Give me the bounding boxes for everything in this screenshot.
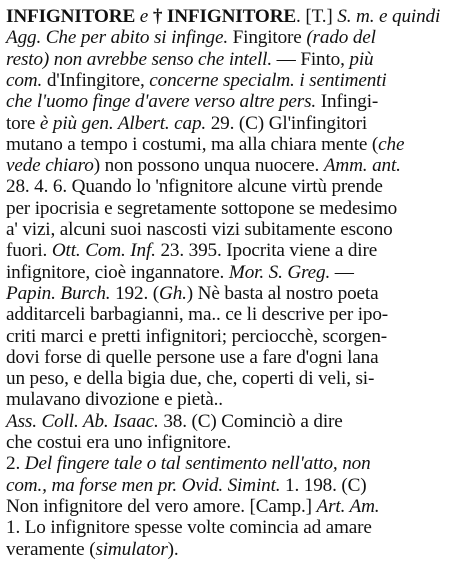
entry-text: 192. ( xyxy=(115,282,159,304)
italic-text: è più gen. Albert. cap. xyxy=(39,112,211,134)
italic-text: Ott. Com. Inf. xyxy=(51,240,161,262)
headword: † INFIGNITORE xyxy=(152,6,297,27)
entry-text: ) non possono unqua nuocere. xyxy=(93,155,324,177)
entry-text: criti marci e pretti infignitori; perciocchè, scorgen- xyxy=(6,325,387,347)
entry-text: a' vizi, alcuni suoi nascosti vizi subitamente escono xyxy=(6,219,393,240)
headword: INFIGNITORE xyxy=(6,6,136,27)
italic-text: più xyxy=(349,48,374,70)
entry-text: dovi forse di quelle persone use a fare d'ogni lana xyxy=(6,346,379,368)
entry-text: mutano a tempo i costumi, ma alla chiara mente ( xyxy=(6,133,379,155)
entry-text: d'Infingitore, xyxy=(46,69,150,91)
entry-text: 1. 198. (C) xyxy=(285,474,367,496)
entry-text: mulavano divozione e pietà.. xyxy=(6,389,223,411)
italic-text: com. xyxy=(6,69,47,91)
italic-text: Mor. S. Greg. xyxy=(228,261,335,283)
italic-text: resto) non avrebbe senso che intell. xyxy=(6,48,277,70)
italic-text: S. m. e quindi xyxy=(337,6,441,27)
entry-text: 23. 395. Ipocrita viene a dire xyxy=(160,240,378,262)
italic-text: Agg. Che per abito si infinge. xyxy=(6,27,233,49)
entry-text: ). xyxy=(167,538,179,560)
italic-text: che xyxy=(378,133,405,155)
entry-text: fuori. xyxy=(6,240,52,262)
entry-text: ) Nè basta al nostro poeta xyxy=(186,282,379,304)
entry-text: 29. (C) Gl'infingitori xyxy=(210,112,368,134)
italic-text: Art. Am. xyxy=(316,495,380,517)
italic-text: concerne specialm. i sentimenti xyxy=(149,69,387,91)
entry-text: 38. (C) Cominciò a dire xyxy=(163,410,343,432)
entry-text: — Finto, xyxy=(276,48,350,70)
entry-text: per ipocrisia e segretamente sottopone se medesimo xyxy=(6,197,398,219)
entry-text: veramente ( xyxy=(6,538,96,560)
entry-text: 1. Lo infignitore spesse volte comincia ad amare xyxy=(6,517,372,539)
italic-text: Papin. Burch. xyxy=(6,282,116,304)
italic-text: Del fingere tale o tal sentimento nell'atto, non xyxy=(24,453,371,475)
entry-text: — xyxy=(334,261,354,283)
italic-text: e xyxy=(135,6,153,27)
italic-text: Gh. xyxy=(158,282,187,304)
italic-text: vede chiaro xyxy=(6,155,94,177)
entry-text: Infingi- xyxy=(320,91,379,113)
entry-text: 2. xyxy=(6,453,25,475)
entry-text: un peso, e della bigia due, che, coperti di veli, si- xyxy=(6,368,375,390)
entry-text: che costui era uno infignitore. xyxy=(6,432,231,453)
italic-text: simulator xyxy=(95,538,168,560)
italic-text: Amm. ant. xyxy=(323,155,401,177)
entry-text: . [T.] xyxy=(296,6,338,27)
italic-text: (rado del xyxy=(306,27,376,49)
entry-text: tore xyxy=(6,112,40,134)
entry-text: additarceli barbagianni, ma.. ce li descrive per ipo- xyxy=(6,304,389,326)
italic-text: Ass. Coll. Ab. Isaac. xyxy=(6,410,164,432)
entry-line xyxy=(6,538,179,562)
entry-text: Fingitore xyxy=(232,27,307,49)
entry-text: 28. 4. 6. Quando lo 'nfignitore alcune virtù prende xyxy=(6,176,383,198)
italic-text: com., ma forse men pr. Ovid. Simint. xyxy=(6,474,286,496)
entry-text: Non infignitore del vero amore. [Camp.] xyxy=(6,495,317,517)
entry-text: infignitore, cioè ingannatore. xyxy=(6,261,229,283)
italic-text: che l'uomo finge d'avere verso altre pers. xyxy=(6,91,321,113)
